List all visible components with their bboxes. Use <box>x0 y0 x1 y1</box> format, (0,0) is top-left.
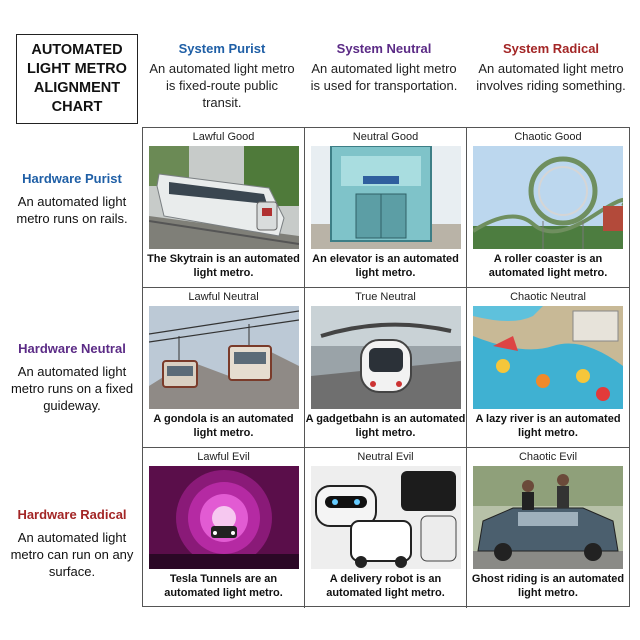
row-description: An automated light metro can run on any surface. <box>10 530 134 579</box>
cell-caption: A lazy river is an automated light metro. <box>475 413 621 439</box>
cell-caption: A gadgetbahn is an automated light metro. <box>305 413 466 439</box>
cell-label: Neutral Good <box>352 131 419 143</box>
column-header-system-radical <box>476 40 626 94</box>
cell-caption: Tesla Tunnels are an automated light metro. <box>164 573 283 599</box>
cell-lawful-good <box>143 128 305 288</box>
skytrain-photo <box>149 146 299 249</box>
cell-label: Chaotic Good <box>514 131 582 143</box>
column-title: System Purist <box>178 41 266 56</box>
roller-coaster-photo <box>473 146 623 249</box>
column-description: An automated light metro is fixed-route public transit. <box>149 61 295 110</box>
cell-label: True Neutral <box>355 291 416 303</box>
row-header-hardware-neutral <box>4 340 140 414</box>
cell-label: Neutral Evil <box>357 451 414 463</box>
cell-chaotic-good <box>467 128 629 288</box>
cell-neutral-good <box>305 128 467 288</box>
cell-caption: The Skytrain is an automated light metro. <box>147 253 300 279</box>
column-description: An automated light metro involves riding something. <box>476 61 626 93</box>
cell-label: Lawful Evil <box>197 451 250 463</box>
chart-title: AUTOMATED LIGHT METRO ALIGNMENT CHART <box>27 42 127 115</box>
lazy-river-photo <box>473 306 623 409</box>
cell-true-neutral <box>305 288 467 448</box>
gadgetbahn-photo <box>311 306 461 409</box>
cell-chaotic-evil <box>467 448 629 608</box>
cell-caption: An elevator is an automated light metro. <box>312 253 459 279</box>
row-header-hardware-purist <box>4 170 140 227</box>
row-title: Hardware Purist <box>22 171 122 186</box>
cell-label: Chaotic Neutral <box>510 291 586 303</box>
column-title: System Neutral <box>336 41 432 56</box>
elevator-photo <box>311 146 461 249</box>
row-description: An automated light metro runs on a fixed guideway. <box>10 364 134 413</box>
row-header-hardware-radical <box>4 506 140 580</box>
cell-neutral-evil <box>305 448 467 608</box>
gondola-photo <box>149 306 299 409</box>
row-title: Hardware Neutral <box>18 341 126 356</box>
delivery-robot-photo <box>311 466 461 569</box>
column-description: An automated light metro is used for transportation. <box>310 61 458 93</box>
tesla-tunnel-photo <box>149 466 299 569</box>
column-header-system-neutral <box>309 40 459 94</box>
cell-lawful-evil <box>143 448 305 608</box>
cell-chaotic-neutral <box>467 288 629 448</box>
row-description: An automated light metro runs on rails. <box>16 194 128 226</box>
column-title: System Radical <box>502 41 600 56</box>
column-header-system-purist <box>147 40 297 111</box>
cell-label: Lawful Neutral <box>188 291 259 303</box>
ghost-riding-photo <box>473 466 623 569</box>
cell-caption: A gondola is an automated light metro. <box>153 413 294 439</box>
row-title: Hardware Radical <box>17 507 127 522</box>
alignment-grid <box>142 127 630 607</box>
chart-title-box <box>16 34 138 124</box>
cell-label: Chaotic Evil <box>518 451 578 463</box>
cell-caption: Ghost riding is an automated light metro. <box>471 573 625 599</box>
cell-label: Lawful Good <box>192 131 255 143</box>
cell-lawful-neutral <box>143 288 305 448</box>
cell-caption: A delivery robot is an automated light metro. <box>326 573 445 599</box>
cell-caption: A roller coaster is an automated light metro. <box>488 253 608 279</box>
